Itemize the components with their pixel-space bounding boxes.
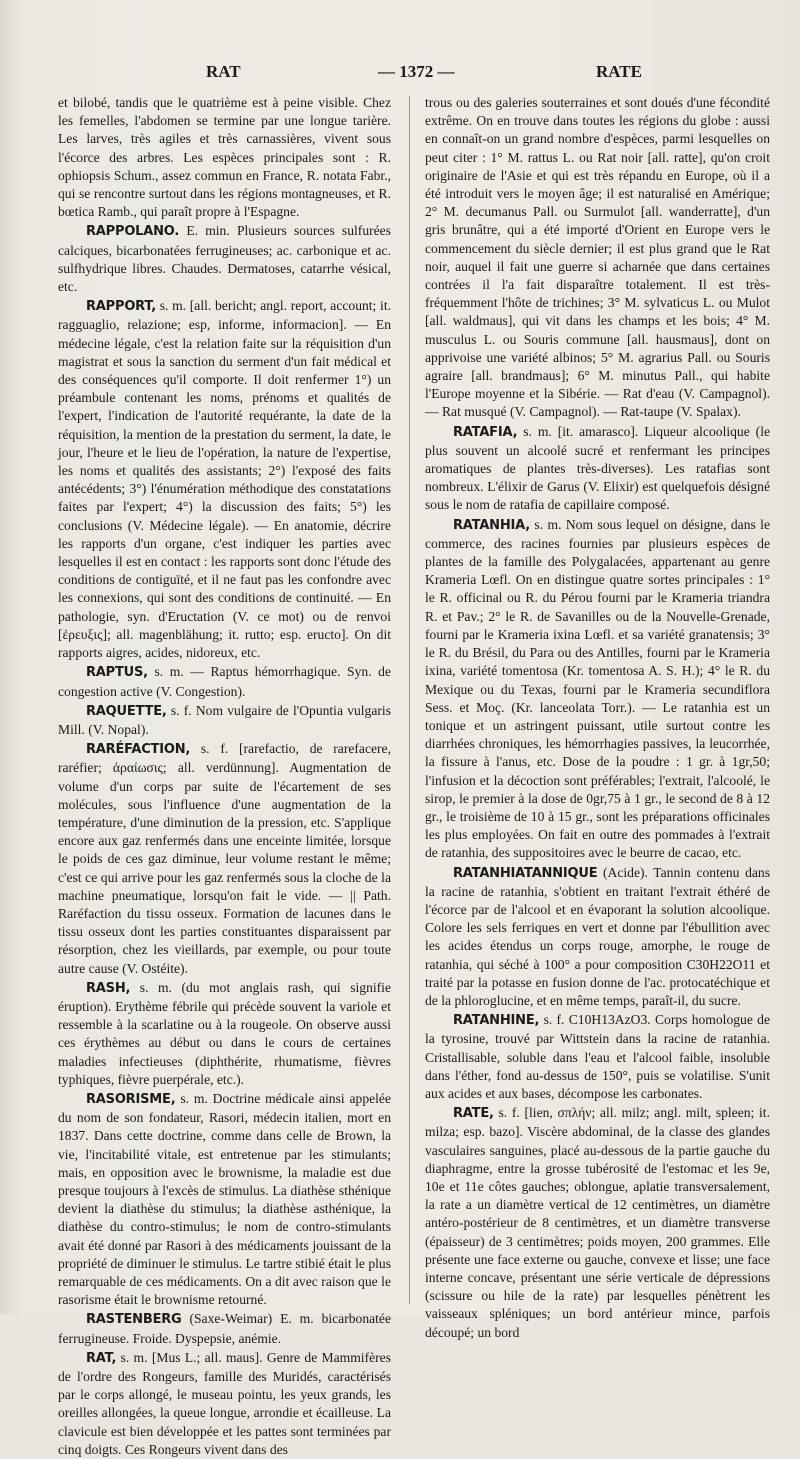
entry-headword: RATANHIA,	[453, 517, 531, 533]
entry-text: s. f. [lien, σπλήν; all. milz; angl. milt, spleen; it. milza; esp. bazo]. Viscère abdominal, de la classe des glandes vasculaires sanguines, placé au-dessous de la partie gauche du diaphragme, entre la grosse tubérosité de l'estomac et les 9e, 10e et 11e côtes gauches; oblongue, aplatie transversalement, la rate a un diamètre vertical de 12 centimètres, un diamètre antéro-postérieur de 8 centimètres, et un diamètre transverse (épaisseur) de 3 centimètres; poids moyen, 200 grammes. Elle présente une face externe ou gauche, convexe et lisse; une face interne concave, présentant une série verticale de dépressions (scissure ou hile de la rate) par lesquelles pénètrent les vaisseaux spléniques; un bord antérieur mince, parfois découpé; un bord	[425, 1105, 770, 1340]
dictionary-entry	[58, 1310, 391, 1347]
entry-headword: RAT,	[86, 1350, 117, 1366]
dictionary-entry	[58, 663, 391, 700]
entry-text: s. m. [all. bericht; angl. report, account; it. ragguaglio, relazione; esp, informe, informacion]. — En médecine légale, c'est la relation faite sur la réquisition d'un magistrat et sous la sanction du serment d'un fait médical et des conséquences qu'il comporte. Il doit renfermer 1°) un préambule contenant les noms, prénoms et qualités de l'expert, l'indication de l'autorité requérante, la date de la réquisition, la mention de la prestation du serment, la date, le jour, l'heure et le lieu de l'opération, la nature de l'expertise, les noms et qualités des assistants; 2°) l'exposé des faits antécédents; 3°) l'énumération méthodique des constatations faites par l'expert; 4°) la discussion des faits; 5°) les conclusions (V. Médecine légale). — En anatomie, décrire les rapports d'un organe, c'est indiquer les parties avec lesquelles il est en contact : les rapports sont donc l'étude des conditions de contiguïté, et il ne faut pas les confondre avec les connexions, qui sont des conditions de continuité. — En pathologie, syn. d'Eructation (V. ce mot) ou de renvoi [ἐρευξις]; all. magenblähung; it. rutto; esp. eructo]. On dit rapports aigres, acides, nidoreux, etc.	[58, 298, 391, 661]
entry-text: s. m. Nom sous lequel on désigne, dans le commerce, des racines fournies par plusieurs espèces de plantes de la famille des Polygalacées, appartenant au genre Krameria Lœfl. On en distingue quatre sortes principales : 1° le R. officinal ou R. du Pérou fourni par le Krameria triandra R. et Pav.; 2° le R. de Savanilles ou de la Nouvelle-Grenade, fourni par le Krameria ixina Lœfl. et sa variété granatensis; 3° le R. du Brésil, du Para ou des Antilles, fourni par le Krameria ixina, variété tomentosa (Kr. tomentosa A. S. H.); 4° le R. du Mexique ou du Texas, fourni par le Krameria secundiflora Sess. et Moç. (Kr. lanceolata Torr.). — Le ratanhia est un tonique et un astringent puissant, utile surtout contre les diarrhées chroniques, les hémorrhagies passives, la leucorrhée, la fissure à l'anus, etc. Dose de la poudre : 1 gr. à 1gr,50; l'infusion et la décoction sont préférables; l'extrait, l'alcoolé, le sirop, le premier à la dose de 0gr,75 à 1 gr., le second de 8 à 12 gr., le troisième de 10 à 15 gr., sont les préparations officinales les plus employées. On fait en outre des pommades à l'extrait de ratanhia, des suppositoires avec le beurre de cacao, etc.	[425, 516, 770, 861]
entry-text: s. m. [Mus L.; all. maus]. Genre de Mammifères de l'ordre des Rongeurs, famille des Muridés, caractérisés par le corps allongé, le museau pointu, les yeux grands, les oreilles allongées, la queue longue, arrondie et écailleuse. La clavicule est bien développée et les pattes sont terminées par cinq doigts. Ces Rongeurs vivent dans des	[58, 1349, 391, 1457]
entry-headword: RAPPOLANO.	[86, 224, 180, 240]
entry-headword: RATANHINE,	[453, 1013, 540, 1029]
right-column	[425, 94, 771, 1340]
header-right-word: RATE	[596, 62, 642, 81]
entry-text: (Acide). Tannin contenu dans la racine de ratanhia, s'obtient en traitant l'extrait éthéré de l'écorce par de l'alcool et en évaporant la solution alcoolique. Colore les sels ferriques en vert et donne par l'ébullition avec les acides étendus un corps rouge, amorphe, le rouge de ratanhia, qui séché à 100° a pour composition C30H22O11 et traité par la potasse en fusion donne de l'ac. protocatéchique et de la phloroglucine, et en même temps, paraît-il, du sucre.	[425, 864, 770, 1008]
entry-headword: RASTENBERG	[86, 1312, 182, 1328]
entry-headword: RASORISME,	[86, 1091, 176, 1107]
page-number: — 1372 —	[378, 62, 455, 81]
dictionary-entry	[58, 702, 391, 739]
dictionary-entry	[425, 864, 770, 1011]
entry-text: E. min. Plusieurs sources sulfurées calciques, bicarbonatées ferrugineuses; ac. carbonique et ac. sulfhydrique libres. Chaudes. Dermatoses, catarrhe vésical, etc.	[58, 223, 392, 295]
entry-headword: RATAFIA,	[453, 424, 518, 440]
entry-text: s. m. Doctrine médicale ainsi appelée du nom de son fondateur, Rasori, médecin italien, mort en 1837. Dans cette doctrine, comme dans celle de Brown, la vie, l'incitabilité vitale, est entretenue par les stimulants; mais, en opposition avec le brownisme, la maladie est due presque toujours à l'excès de stimulus. La diathèse sthénique devient la diathèse du stimulus; la diathèse asthénique, la diathèse du contro-stimulus; le nom de contro-stimulants avait été donné par Rasori à des médicaments jouissant de la propriété de diminuer le stimulus. Le tartre stibié était le plus remarquable de ces médicaments. On a dit avec raison que le rasorisme était le brownisme retourné.	[58, 1090, 392, 1308]
entry-text: (Saxe-Weimar) E. m. bicarbonatée ferrugineuse. Froide. Dyspepsie, anémie.	[58, 1311, 391, 1346]
dictionary-entry	[58, 1090, 391, 1309]
dictionary-entry	[58, 297, 391, 662]
dictionary-entry	[425, 1104, 770, 1342]
entry-headword: RAPTUS,	[86, 665, 148, 681]
dictionary-entry	[58, 94, 391, 221]
dictionary-entry	[425, 516, 770, 863]
entry-text: s. f. C10H13AzO3. Corps homologue de la tyrosine, trouvé par Wittstein dans la racine de ratanhia. Cristallisable, soluble dans l'eau et l'alcool faible, insoluble dans l'éther, fond au-dessus de 150°, puis se volatilise. S'unit aux acides et aux bases, décompose les carbonates.	[425, 1012, 770, 1101]
dictionary-entry	[58, 979, 391, 1089]
entry-text: s. m. (du mot anglais rash, qui signifie éruption). Erythème fébrile qui précède souvent la variole et ressemble à la scarlatine ou à la rougeole. On observe aussi ces érythèmes au début ou dans le cours de certaines maladies infectieuses (diphthérite, rhumatisme, fièvres typhiques, fièvre puerpérale, etc.).	[58, 979, 391, 1087]
dictionary-entry	[58, 740, 391, 978]
dictionary-entry	[425, 423, 770, 515]
entry-text: trous ou des galeries souterraines et sont doués d'une fécondité extrême. On en trouve dans toutes les régions du globe : aussi en connaît-on un grand nombre d'espèces, parmi lesquelles on peut citer : 1° M. rattus L. ou Rat noir [all. ratte], qu'on croit originaire de l'Asie et qui est très répandu en Europe, où il a été introduit vers le moyen âge; il est naturalisé en Amérique; 2° M. decumanus Pall. ou Surmulot [all. wanderratte], d'un gris brunâtre, qui a été importé d'Orient en Europe vers le commencement du siècle dernier; il est plus grand que le Rat noir, auquel il fait une guerre si acharnée que dans certaines contrées il l'a fait disparaître totalement. Il est très-fréquemment l'hôte de trichines; 3° M. sylvaticus L. ou Mulot [all. waldmaus], qui vit dans les champs et les bois; 4° M. musculus L. ou Souris commune [all. hausmaus], dont on apprivoise une variété albinos; 5° M. agrarius Pall. ou Souris agraire [all. brandmaus]; 6° M. minutus Pall., qui habite l'Europe moyenne et la Sibérie. — Rat d'eau (V. Campagnol). — Rat musqué (V. Campagnol). — Rat-taupe (V. Spalax).	[425, 95, 770, 420]
entry-headword: RATE,	[453, 1106, 494, 1122]
entry-headword: RAQUETTE,	[86, 703, 167, 719]
entry-text: s. m. — Raptus hémorrhagique. Syn. de congestion active (V. Congestion).	[58, 664, 391, 699]
entry-text: et bilobé, tandis que le quatrième est à peine visible. Chez les femelles, l'abdomen se termine par une longue tarière. Les larves, très agiles et très carnassières, vivent sous l'écorce des arbres. Les espèces principales sont : R. ophiopsis Schum., assez commun en France, R. notata Fabr., qui se rencontre surtout dans les régions montagneuses, et R. bœtica Ramb., qui paraît propre à l'Espagne.	[58, 95, 391, 220]
dictionary-entry	[425, 1011, 770, 1103]
entry-headword: RASH,	[86, 980, 131, 996]
entry-text: s. m. [it. amarasco]. Liqueur alcoolique (le plus souvent un alcoolé sucré et renfermant les principes aromatiques de plantes très-diverses). Les ratafias sont nombreux. L'élixir de Garus (V. Elixir) est quelquefois désigné sous le nom de ratafia de capillaire composé.	[425, 423, 771, 513]
entry-text: s. f. Nom vulgaire de l'Opuntia vulgaris Mill. (V. Nopal).	[58, 702, 391, 737]
column-divider	[409, 96, 410, 1304]
entry-text: s. f. [rarefactio, de rarefacere, raréfier; ἀραίωσις; all. verdünnung]. Augmentation de volume d'un corps par suite de l'écartement de ses molécules, sous l'influence d'une augmentation de la température, d'une diminution de la pression, etc. S'applique encore aux gaz renfermés dans une enceinte limitée, lorsque le poids de ces gaz diminue, leur volume restant le même; c'est ce qui arrive pour les gaz renfermés sous la cloche de la machine pneumatique, lorsqu'on fait le vide. — || Path. Raréfaction du tissu osseux. Formation de lacunes dans le tissu osseux dont les parties constituantes disparaissent par résorption, chez les vieillards, par exemple, ou pour toute autre cause (V. Ostéite).	[58, 741, 391, 976]
dictionary-entry	[58, 222, 391, 296]
dictionary-entry	[425, 94, 770, 422]
left-column	[58, 94, 392, 1457]
entry-headword: RAPPORT,	[86, 299, 156, 315]
running-header	[0, 62, 800, 88]
dictionary-entry	[58, 1349, 391, 1459]
entry-headword: RARÉFACTION,	[86, 742, 191, 758]
entry-headword: RATANHIATANNIQUE	[453, 865, 598, 881]
header-left-word: RAT	[206, 62, 241, 81]
